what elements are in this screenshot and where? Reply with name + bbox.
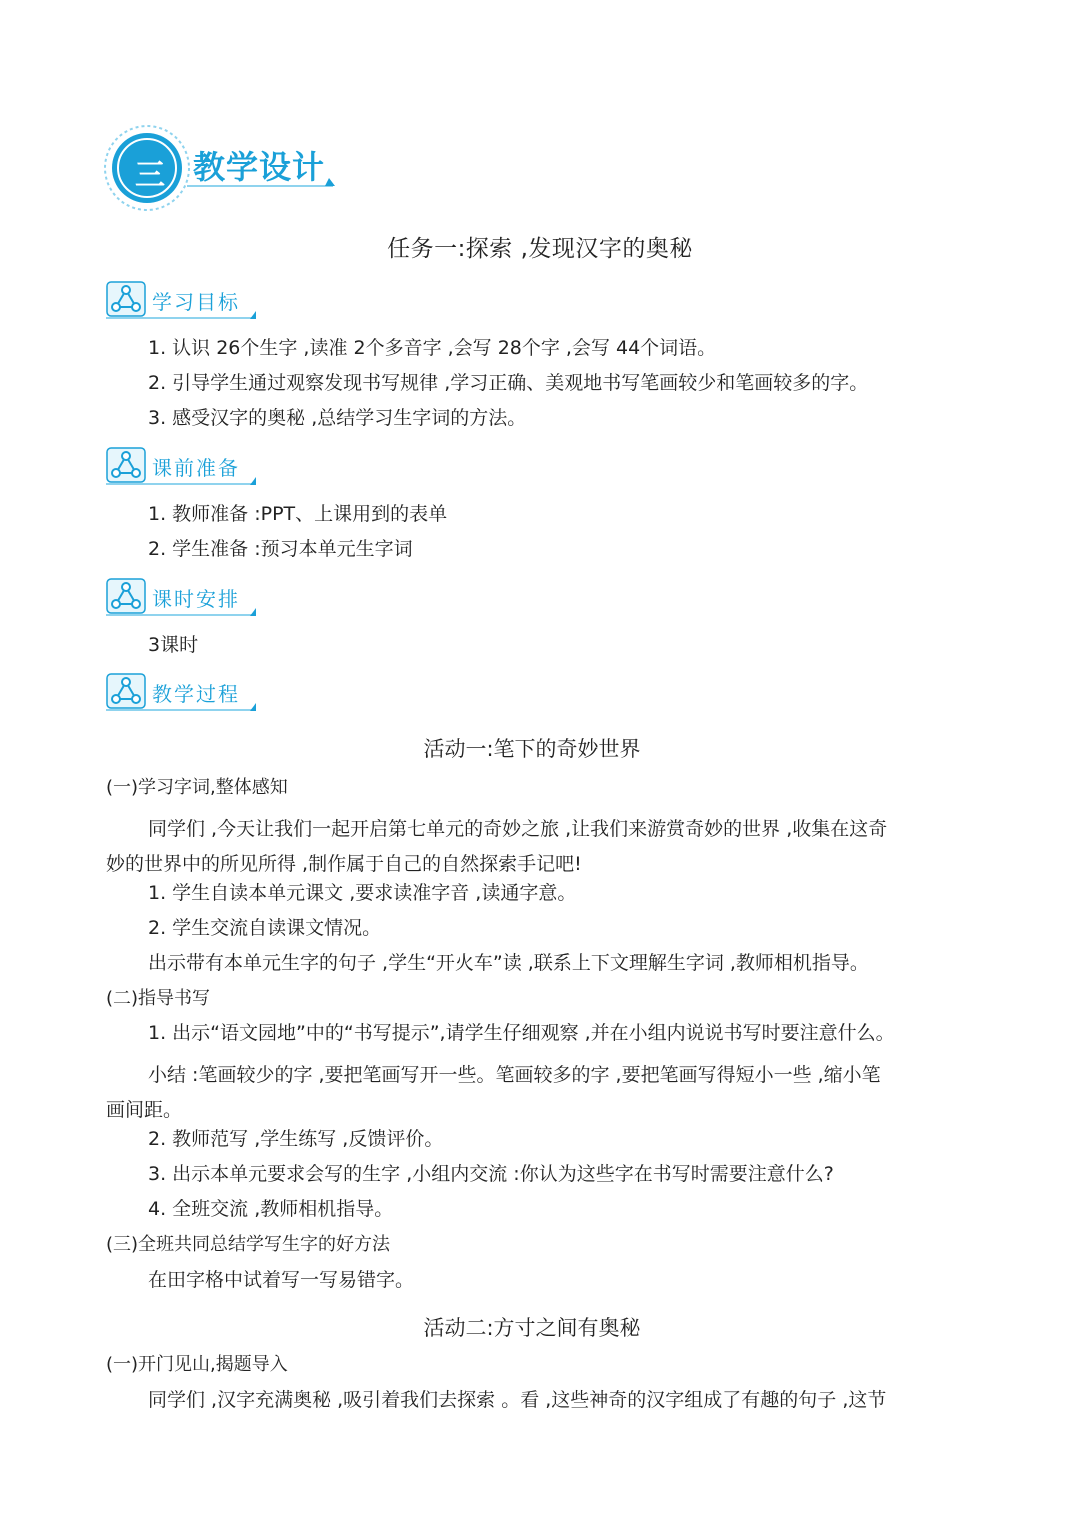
section-label: 课时安排 (152, 587, 240, 611)
paragraph-line: 同学们 ,汉字充满奥秘 ,吸引着我们去探索 。看 ,这些神奇的汉字组成了有趣的句子 ,这节 (148, 1389, 887, 1411)
activity-title: 活动一:笔下的奇妙世界 (423, 737, 641, 761)
section-corner-mark (250, 311, 256, 319)
paragraph-line: 同学们 ,今天让我们一起开启第七单元的奇妙之旅 ,让我们来游赏奇妙的世界 ,收集在这奇 (148, 818, 888, 840)
list-item: 2. 教师范写 ,学生练写 ,反馈评价。 (148, 1128, 444, 1150)
section-underline (106, 317, 252, 319)
paragraph-line: 画间距。 (106, 1099, 183, 1121)
section-corner-mark (250, 477, 256, 485)
prep-item: 2. 学生准备 :预习本单元生字词 (148, 538, 413, 560)
section-header-goals (106, 281, 258, 321)
goal-item: 2. 引导学生通过观察发现书写规律 ,学习正确、美观地书写笔画较少和笔画较多的字。 (148, 372, 869, 394)
section-underline (106, 614, 252, 616)
section-header-schedule (106, 578, 258, 618)
section-corner-mark (250, 703, 256, 711)
activity-title: 活动二:方寸之间有奥秘 (423, 1316, 641, 1340)
section-underline (106, 483, 252, 485)
subsection-heading: (一)学习字词,整体感知 (106, 777, 288, 798)
chapter-title: 教学设计 (193, 148, 326, 186)
section-corner-mark (250, 608, 256, 616)
goal-item: 1. 认识 26个生字 ,读准 2个多音字 ,会写 28个字 ,会写 44个词语。 (148, 337, 717, 359)
schedule-value: 3课时 (148, 634, 199, 656)
section-label: 学习目标 (152, 290, 240, 314)
chapter-header (103, 124, 338, 216)
list-item: 3. 出示本单元要求会写的生字 ,小组内交流 :你认为这些字在书写时需要注意什么? (148, 1163, 834, 1185)
paragraph-line: 妙的世界中的所见所得 ,制作属于自己的自然探索手记吧! (106, 853, 582, 875)
list-item: 1. 学生自读本单元课文 ,要求读准字音 ,读通字意。 (148, 882, 577, 904)
subsection-heading: (一)开门见山,揭题导入 (106, 1354, 288, 1375)
goal-item: 3. 感受汉字的奥秘 ,总结学习生字词的方法。 (148, 407, 527, 429)
molecule-icon (106, 447, 146, 487)
list-item: 1. 出示“语文园地”中的“书写提示”,请学生仔细观察 ,并在小组内说说书写时要注意什么。 (148, 1022, 895, 1044)
subsection-heading: (二)指导书写 (106, 988, 211, 1009)
list-item: 2. 学生交流自读课文情况。 (148, 917, 382, 939)
list-item: 4. 全班交流 ,教师相机指导。 (148, 1198, 394, 1220)
paragraph-line: 出示带有本单元生字的句子 ,学生“开火车”读 ,联系上下文理解生字词 ,教师相机指导。 (148, 952, 869, 974)
section-label: 教学过程 (152, 682, 240, 706)
task-title: 任务一:探索 ,发现汉字的奥秘 (387, 236, 693, 262)
prep-item: 1. 教师准备 :PPT、上课用到的表单 (148, 503, 448, 525)
molecule-icon (106, 673, 146, 713)
section-label: 课前准备 (152, 456, 240, 480)
paragraph-line: 在田字格中试着写一写易错字。 (148, 1269, 415, 1291)
molecule-icon (106, 281, 146, 321)
section-underline (106, 709, 252, 711)
subsection-heading: (三)全班共同总结学写生字的好方法 (106, 1234, 391, 1255)
molecule-icon (106, 578, 146, 618)
section-header-process (106, 673, 258, 713)
paragraph-line: 小结 :笔画较少的字 ,要把笔画写开一些。笔画较多的字 ,要把笔画写得短小一些 ,缩小笔 (148, 1064, 881, 1086)
chapter-number: 三 (135, 158, 165, 193)
section-header-prep (106, 447, 258, 487)
